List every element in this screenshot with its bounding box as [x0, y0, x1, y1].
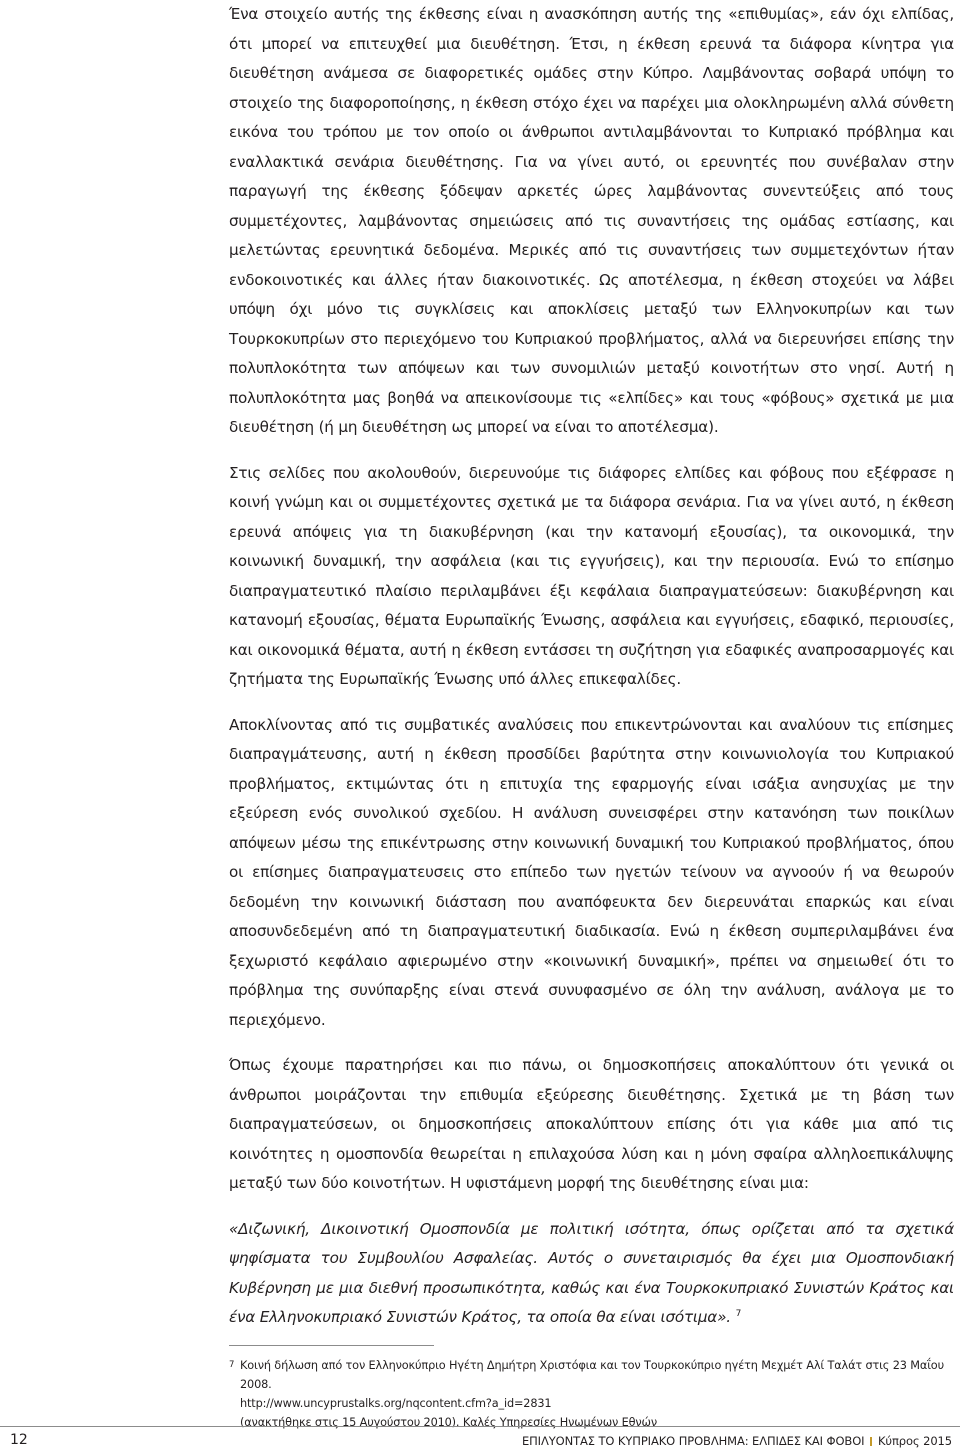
block-quote	[229, 1215, 954, 1333]
page-number: 12	[10, 1432, 28, 1448]
footnote-text: Κοινή δήλωση από τον Ελληνοκύπριο Ηγέτη Δημήτρη Χριστόφια και τον Τουρκοκύπριο ηγέτη Μεχμέτ Αλί Ταλάτ στις 23 Μαΐου 2008.	[240, 1359, 944, 1391]
running-title: ΕΠΙΛΥΟΝΤΑΣ ΤΟ ΚΥΠΡΙΑΚΟ ΠΡΟΒΛΗΜΑ: ΕΛΠΙΔΕΣ ΚΑΙ ΦΟΒΟΙ	[521, 1434, 865, 1448]
footnote-body	[240, 1356, 954, 1432]
footnote	[229, 1356, 954, 1432]
running-footer	[522, 1434, 952, 1448]
footnote-reference[interactable]: 7	[735, 1308, 742, 1319]
footnote-divider	[229, 1345, 434, 1346]
year-label: Κύπρος 2015	[877, 1434, 952, 1448]
footnote-retrieval-note: (ανακτήθηκε στις 15 Αυγούστου 2010). Καλές Υπηρεσίες Ηνωμένων Εθνών	[240, 1416, 657, 1429]
separator-bar	[870, 1437, 872, 1446]
footnote-number: 7	[229, 1360, 235, 1370]
main-text-column	[229, 0, 954, 1333]
paragraph: Όπως έχουμε παρατηρήσει και πιο πάνω, οι δημοσκοπήσεις αποκαλύπτουν ότι γενικά οι άνθρωποι μοιράζονται την επιθυμία εξεύρεσης διευθέτησης. Σχετικά με τη βάση των διαπραγματεύσεων, οι δημοσκοπήσεις αποκαλύπτουν επίσης ότι για κάθε μια από τις κοινότητες η ομοσπονδία θεωρείται η επιλαχούσα λύση και η μόνη σφαίρα αλληλοεπικάλυψης μεταξύ των δύο κοινοτήτων. Η υφιστάμενη μορφή της διευθέτησης είναι μια:	[229, 1056, 954, 1192]
block-quote-text: «Διζωνική, Δικοινοτική Ομοσπονδία με πολιτική ισότητα, όπως ορίζεται από τα σχετικά ψηφίσματα του Συμβουλίου Ασφαλείας. Αυτός ο συνεταιρισμός θα έχει μια Ομοσπονδιακή Κυβέρνηση με μια διεθνή προσωπικότητα, καθώς και ένα Τουρκοκυπριακό Συνιστών Κράτος και ένα Ελληνοκυπριακό Συνιστών Κράτος, τα οποία θα είναι ισότιμα».	[229, 1219, 954, 1326]
paragraph: Αποκλίνοντας από τις συμβατικές αναλύσεις που επικεντρώνονται και αναλύουν τις επίσημες διαπραγμάτευσης, αυτή η έκθεση προσδίδει βαρύτητα στην κοινωνιολογία του Κυπριακού προβλήματος, εκτιμώντας ότι η επιτυχία της εφαρμογής είναι ισάξια ανησυχίας με την εξεύρεση ενός συνολικού σχεδίου. Η ανάλυση συνεισφέρει στην κατανόηση των ποικίλων απόψεων μέσω της επικέντρωσης στην κοινωνική δυναμική του Κυπριακού προβλήματος, όπου οι επίσημες διαπραγματευσεις στο επίπεδο των ηγετών τείνουν να αγνοούν ή να θεωρούν δεδομένη την κοινωνική διάσταση που αναπόφευκτα δεν διερευνάται επαρκώς και είναι αποσυνδεδεμένη από τη διαπραγματευτική διαδικασία. Ενώ η έκθεση συμπεριλαμβάνει ένα ξεχωριστό κεφάλαιο αφιερωμένο στην «κοινωνική δυναμική», πρέπει να σημειωθεί ότι το πρόβλημα της συνύπαρξης είναι στενά συνυφασμένο σε όλη την ανάλυση, ανάλογα με το περιεχόμενο.	[229, 715, 954, 1029]
paragraph: Στις σελίδες που ακολουθούν, διερευνούμε τις διάφορες ελπίδες και φόβους που εξέφρασε η κοινή γνώμη και οι συμμετέχοντες σχετικά με τα διάφορα σενάρια. Για να γίνει αυτό, η έκθεση ερευνά απόψεις για τη διακυβέρνηση (και την κατανομή εξουσίας), τα οικονομικά, την κοινωνική δυναμική, την ασφάλεια (και τις εγγυήσεις), και την περιουσία. Ενώ το επίσημο διαπραγματευτικό πλαίσιο περιλαμβάνει έξι κεφάλαια διαπραγματεύσεων: διακυβέρνηση και κατανομή εξουσίας, θέματα Ευρωπαϊκής Ένωσης, ασφάλεια και εγγυήσεις, εδαφικό, περιουσίες, και οικονομικά θέματα, αυτή η έκθεση εντάσσει τη συζήτηση για εδαφικές αναπροσαρμογές και ζητήματα της Ευρωπαϊκής Ένωσης υπό άλλες επικεφαλίδες.	[229, 463, 954, 688]
footnote-url[interactable]: http://www.uncyprustalks.org/nqcontent.cfm?a_id=2831	[240, 1397, 552, 1410]
footer-divider	[0, 1426, 960, 1427]
paragraph: Ένα στοιχείο αυτής της έκθεσης είναι η ανασκόπηση αυτής της «επιθυμίας», εάν όχι ελπίδας, ότι μπορεί να επιτευχθεί μια διευθέτηση. Έτσι, η έκθεση ερευνά τα διάφορα κίνητρα για διευθέτηση ανάμεσα σε διαφορετικές ομάδες στην Κύπρο. Λαμβάνοντας σοβαρά υπόψη το στοιχείο της διαφοροποίησης, η έκθεση στόχο έχει να παρέχει μια ολοκληρωμένη αλλά σύνθετη εικόνα του τρόπου με τον οποίο οι άνθρωποι αντιλαμβάνονται το Κυπριακό πρόβλημα και εναλλακτικά σενάρια διευθέτησης. Για να γίνει αυτό, οι ερευνητές που συνέβαλαν στην παραγωγή της έκθεσης ξόδεψαν αρκετές ώρες λαμβάνοντας συνεντεύξεις από τους συμμετέχοντες, λαμβάνοντας σημειώσεις από τις συναντήσεις της ομάδας εστίασης, και μελετώντας ερευνητικά δεδομένα. Μερικές από τις συναντήσεις των συμμετεχόντων ήταν ενδοκοινοτικές και άλλες ήταν διακοινοτικές. Ως αποτέλεσμα, η έκθεση στοχεύει να λάβει υπόψη όχι μόνο τις συγκλίσεις και αποκλίσεις μεταξύ των Ελληνοκυπρίων και των Τουρκοκυπρίων στο περιεχόμενο του Κυπριακού προβλήματος, αλλά να διερευνήσει επίσης την πολυπλοκότητα των απόψεων και των συνομιλιών μεταξύ κοινοτήτων στο νησί. Αυτή η πολυπλοκότητα μας βοηθά να απεικονίσουμε τις «ελπίδες» και τους «φόβους» σχετικά με μια διευθέτηση (ή μη διευθέτηση ως μπορεί να είναι το αποτέλεσμα).	[229, 5, 954, 436]
